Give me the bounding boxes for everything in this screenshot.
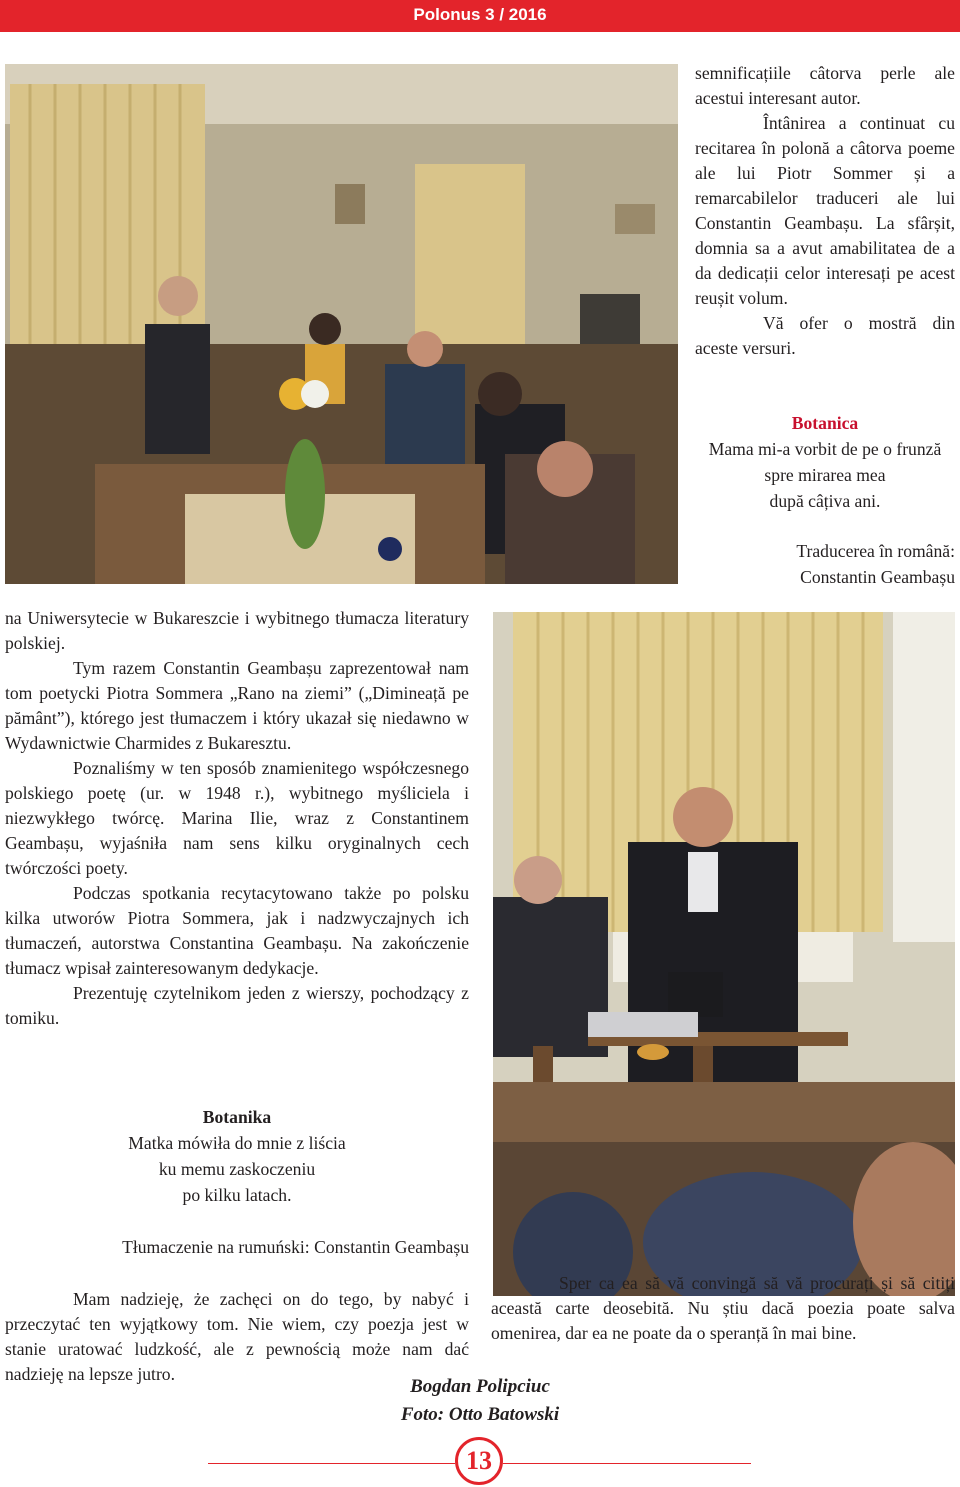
page-number: 13 xyxy=(455,1437,503,1485)
poem-ro-line: spre mirarea mea xyxy=(764,465,886,485)
photo-translator-speaking-image xyxy=(493,612,955,1296)
closing-pl xyxy=(5,1287,469,1387)
poem-ro-translator-name: Constantin Geambașu xyxy=(800,567,955,587)
closing-pl-paragraph: Mam nadzieję, że zachęci on do tego, by nabyć i przeczytać ten wyjątkowy tom. Nie wiem, czy poezja jest w stanie uratować ludzkość, ale z pewnością może nam dać nadzieję na lepsze jutro. xyxy=(5,1289,469,1384)
footer-rule-right xyxy=(503,1463,751,1464)
poem-ro-title: Botanica xyxy=(791,413,859,433)
ro-paragraph-2: Întânirea a continuat cu recitarea în polonă a câtorva poeme ale lui Piotr Sommer și a remarcabilelor traduceri ale lui Constantin Geambașu. La sfârșit, domnia sa a avut amabilitatea de a da dedicații celor interesați pe acest reușit volum. xyxy=(695,113,955,308)
pl-paragraph-2: Tym razem Constantin Geambașu zaprezentował nam tom poetycki Piotra Sommera „Rano na ziemi” („Dimineață pe pământ”), którego jest tłumaczem i który ukazał się niedawno w Wydawnictwie Charmides z Bukaresztu. xyxy=(5,658,469,753)
magazine-issue-title: Polonus 3 / 2016 xyxy=(413,5,547,24)
poem-pl-line: ku memu zaskoczeniu xyxy=(158,1159,316,1179)
polish-article-column xyxy=(5,606,469,1031)
closing-ro xyxy=(491,1271,955,1346)
poem-ro-line: după câțiva ani. xyxy=(769,491,881,511)
pl-paragraph-1: na Uniwersytecie w Bukareszcie i wybitnego tłumacza literatury polskiej. xyxy=(5,608,469,653)
poem-pl-line: Matka mówiła do mnie z liścia xyxy=(128,1133,346,1153)
ro-paragraph-1: semnificațiile câtorva perle ale acestui interesant autor. xyxy=(695,63,955,108)
poem-pl-translator: Tłumaczenie na rumuński: Constantin Geambașu xyxy=(122,1237,469,1257)
poem-ro-line: Mama mi-a vorbit de pe o frunză xyxy=(708,439,942,459)
poem-pl xyxy=(5,1104,469,1208)
romanian-article-column xyxy=(695,61,955,361)
author-credit: Bogdan Polipciuc xyxy=(410,1376,550,1397)
poem-ro-translator xyxy=(690,538,955,590)
ro-paragraph-3: Vă ofer o mostră din aceste versuri. xyxy=(695,313,955,358)
pl-paragraph-5: Prezentuję czytelnikom jeden z wierszy, pochodzący z tomiku. xyxy=(5,983,469,1028)
photo-meeting-audience xyxy=(5,64,678,584)
photo-credit: Foto: Otto Batowski xyxy=(400,1404,560,1425)
photo-meeting-audience-image xyxy=(5,64,678,584)
poem-ro-translator-label: Traducerea în română: xyxy=(796,541,955,561)
footer-rule-left xyxy=(208,1463,455,1464)
photo-translator-speaking xyxy=(493,612,955,1296)
poem-pl-title: Botanika xyxy=(202,1107,272,1127)
poem-ro xyxy=(690,410,960,514)
pl-paragraph-4: Podczas spotkania recytacytowano także po polsku kilka utworów Piotra Sommera, jak i nadzwyczajnych ich tłumaczeń, autorstwa Constantina Geambașu. Na zakończenie tłumacz wpisał zainteresowanym dedykacje. xyxy=(5,883,469,978)
closing-ro-paragraph: Sper ca ea să vă convingă să vă procurați și să citiți această carte deosebită. Nu știu dacă poezia poate salva omenirea, dar ea ne poate da o speranță în mai bine. xyxy=(491,1273,955,1343)
pl-paragraph-3: Poznaliśmy w ten sposób znamienitego współczesnego polskiego poetę (ur. w 1948 r.), wybitnego myśliciela i niezwykłego twórcę. Marina Ilie, wraz z Constantinem Geambașu, wyjaśniła nam sens kilku oryginalnych cech twórczości poety. xyxy=(5,758,469,878)
poem-pl-line: po kilku latach. xyxy=(182,1185,292,1205)
